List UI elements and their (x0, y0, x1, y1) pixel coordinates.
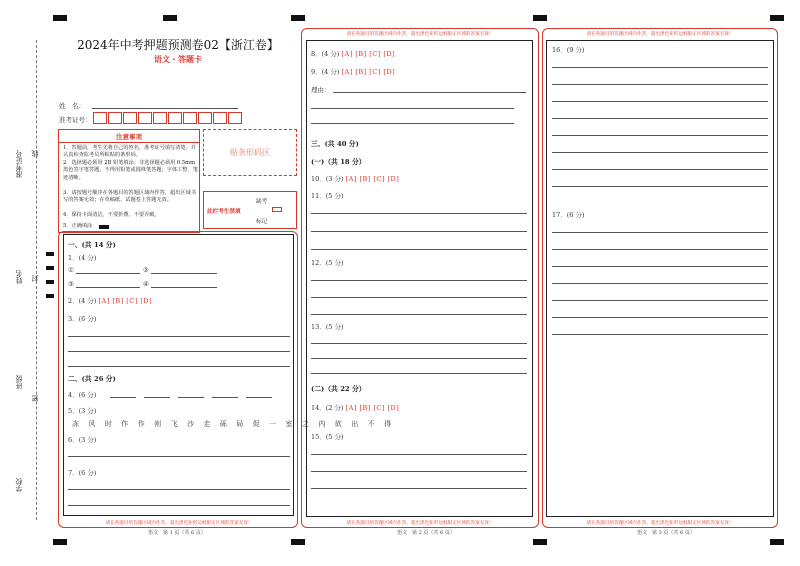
absent-box (203, 191, 297, 229)
q1-blank-3[interactable] (76, 287, 140, 288)
name-label: 姓 名： (59, 102, 85, 110)
q16-line-6[interactable] (552, 152, 768, 153)
q13-line-1[interactable] (311, 343, 527, 344)
q1-blank-2[interactable] (151, 273, 217, 274)
q16-line-7[interactable] (552, 169, 768, 170)
q3-line-1[interactable] (68, 336, 290, 337)
q15-line-2[interactable] (311, 471, 527, 472)
q5-label: 5．(3 分) (68, 407, 97, 415)
side-mark-4 (46, 294, 54, 298)
q1-label: 1．(4 分) (68, 254, 97, 262)
q17-line-7[interactable] (552, 334, 768, 335)
circle-2: ② (143, 266, 149, 274)
q17-label: 17．(6 分) (552, 211, 585, 219)
side-label-seal: 封 (31, 275, 39, 282)
q9-label (311, 67, 395, 76)
notice-item-5: 5．正确填涂 (63, 223, 93, 229)
q4-blank-1[interactable] (110, 397, 136, 398)
side-label-school: 学校 (15, 478, 23, 492)
q1-blank-4[interactable] (151, 287, 217, 288)
q15-label: 15．(5 分) (311, 433, 344, 441)
q10-options[interactable]: [A] [B] [C] [D] (345, 175, 400, 183)
side-label-secret: 密 (31, 395, 39, 402)
section3-heading: 三、(共 40 分) (311, 140, 359, 148)
barcode-label: 贴条形码区 (230, 148, 270, 157)
q11-label: 11．(5 分) (311, 192, 344, 200)
q10-label-text: 10．(3 分) (311, 175, 344, 183)
q16-line-4[interactable] (552, 118, 768, 119)
registration-mark-bottom-1 (53, 539, 67, 545)
page-title: 2024年中考押题预测卷02【浙江卷】 (77, 38, 279, 52)
q13-label: 13．(5 分) (311, 323, 344, 331)
notice-item-2: 2．选择题必须用 2B 铅笔填涂；非选择题必须用 0.5mm 黑色签字笔答题，不得用铅笔或圆珠笔答题；字体工整、笔迹清晰。 (63, 160, 198, 181)
q4-blank-5[interactable] (246, 397, 272, 398)
registration-mark-top-1 (53, 15, 67, 21)
id-digit-box[interactable] (138, 112, 152, 124)
registration-mark-bottom-4 (770, 539, 784, 545)
registration-mark-bottom-3 (533, 539, 547, 545)
q4-blank-2[interactable] (144, 397, 170, 398)
reason-line-1[interactable] (333, 92, 526, 93)
q7-label: 7．(6 分) (68, 469, 97, 477)
page3-number: 语文 第 3 页（共 6 页） (637, 530, 695, 536)
registration-mark-top-3 (291, 15, 305, 21)
q12-label: 12．(5 分) (311, 259, 344, 267)
side-label-class: 班级 (15, 375, 23, 389)
notice-item-1: 1．答题前，考生先将自己的姓名，准考证号填写清楚，并认真检查监考员所粘贴的条形码。 (63, 145, 196, 159)
q9-options[interactable]: [A] [B] [C] [D] (341, 68, 396, 76)
name-field[interactable] (92, 108, 238, 109)
side-mark-1 (46, 252, 54, 256)
circle-3: ③ (68, 280, 74, 288)
page3-answer-frame (546, 40, 774, 517)
q5-sentence[interactable]: 冻 风 时 作 作 则 飞 沙 走 砾 局 促 一 室 之 内 欲 出 不 得 (72, 420, 395, 428)
q17-line-1[interactable] (552, 232, 768, 233)
q6-line-1[interactable] (68, 456, 290, 457)
q8-options[interactable]: [A] [B] [C] [D] (341, 50, 396, 58)
circle-1: ① (68, 266, 74, 274)
q11-line-1[interactable] (311, 213, 527, 214)
id-digit-box[interactable] (108, 112, 122, 124)
q16-line-3[interactable] (552, 101, 768, 102)
q1-blank-1[interactable] (76, 273, 140, 274)
q16-line-8[interactable] (552, 186, 768, 187)
q8-label (311, 49, 395, 58)
q3-line-2[interactable] (68, 351, 290, 352)
registration-mark-bottom-2 (291, 539, 305, 545)
id-digit-box[interactable] (123, 112, 137, 124)
q17-line-5[interactable] (552, 300, 768, 301)
circle-4: ④ (143, 280, 149, 288)
q16-line-1[interactable] (552, 67, 768, 68)
q3-label: 3．(6 分) (68, 315, 97, 323)
q17-line-4[interactable] (552, 283, 768, 284)
q15-line-3[interactable] (311, 488, 527, 489)
page2-footer-note: 请在各题目的答题区域内作答，超出黑色矩形边框限定区域的答案无效！ (346, 521, 494, 526)
page3-top-note: 请在各题目的答题区域内作答，超出黑色矩形边框限定区域的答案无效！ (586, 32, 734, 37)
q15-line-1[interactable] (311, 454, 527, 455)
absent-label: 此栏考生禁填 (207, 209, 241, 215)
q14-label (311, 403, 399, 412)
id-digit-box[interactable] (198, 112, 212, 124)
q17-line-3[interactable] (552, 266, 768, 267)
q2-options[interactable]: [A] [B] [C] [D] (98, 297, 153, 305)
barcode-area (203, 129, 297, 176)
reason-line-2[interactable] (311, 108, 514, 109)
page3-footer-note: 请在各题目的答题区域内作答，超出黑色矩形边框限定区域的答案无效！ (586, 521, 734, 526)
q13-line-3[interactable] (311, 373, 527, 374)
q4-label: 4．(6 分) (68, 391, 97, 399)
q4-blank-4[interactable] (212, 397, 238, 398)
absent-checkbox[interactable] (272, 207, 282, 212)
notice-item-4: 4．保持卡面清洁，不要折叠、不要弄破。 (63, 212, 160, 218)
page2-answer-frame (306, 40, 533, 517)
absent-word-1: 缺考 (256, 199, 268, 205)
id-digit-box[interactable] (213, 112, 227, 124)
side-label-name: 姓名 (15, 270, 23, 284)
side-mark-3 (46, 280, 54, 284)
notice-title: 注意事项 (116, 133, 142, 141)
id-number-boxes[interactable] (93, 112, 243, 124)
q12-line-3[interactable] (311, 314, 527, 315)
side-mark-2 (46, 266, 54, 270)
subsection1-heading: (一)（共 18 分） (311, 158, 366, 166)
q4-blank-3[interactable] (178, 397, 204, 398)
registration-mark-top-5 (770, 15, 784, 21)
q14-options[interactable]: [A] [B] [C] [D] (345, 404, 400, 412)
registration-mark-top-2 (163, 15, 177, 21)
q16-line-2[interactable] (552, 84, 768, 85)
q11-line-2[interactable] (311, 231, 527, 232)
id-label: 准考证号： (59, 116, 92, 124)
section2-heading: 二、(共 26 分) (68, 375, 116, 383)
q12-line-2[interactable] (311, 297, 527, 298)
q8-label-text: 8．(4 分) (311, 50, 340, 58)
side-label-id: 准考证号 (15, 150, 23, 178)
q17-line-6[interactable] (552, 317, 768, 318)
notice-title-rule (59, 142, 199, 143)
id-digit-box[interactable] (153, 112, 167, 124)
page1-footer-note: 请在各题目的答题区域内作答，超出黑色矩形边框限定区域的答案无效！ (105, 521, 253, 526)
q7-line-2[interactable] (68, 505, 290, 506)
id-digit-box[interactable] (93, 112, 107, 124)
absent-word-2: 标记 (256, 219, 268, 225)
q12-line-1[interactable] (311, 280, 527, 281)
q6-label: 6．(3 分) (68, 436, 97, 444)
q16-label: 16．(9 分) (552, 46, 585, 54)
q2-label (68, 296, 152, 305)
q17-line-2[interactable] (552, 249, 768, 250)
q2-label-text: 2．(4 分) (68, 297, 97, 305)
section1-heading: 一、(共 14 分) (68, 241, 116, 249)
reason-label: 理由： (311, 86, 331, 94)
reason-line-3[interactable] (311, 123, 514, 124)
id-digit-box[interactable] (228, 112, 242, 124)
q3-line-3[interactable] (68, 366, 290, 367)
registration-mark-top-4 (533, 15, 547, 21)
subsection2-heading: (二)（共 22 分） (311, 385, 366, 393)
q13-line-2[interactable] (311, 358, 527, 359)
id-digit-box[interactable] (168, 112, 182, 124)
notice-box (58, 129, 200, 233)
page2-top-note: 请在各题目的答题区域内作答，超出黑色矩形边框限定区域的答案无效！ (346, 32, 494, 37)
q14-label-text: 14．(2 分) (311, 404, 344, 412)
q7-line-1[interactable] (68, 489, 290, 490)
q10-label (311, 174, 399, 183)
q9-label-text: 9．(4 分) (311, 68, 340, 76)
q11-line-3[interactable] (311, 249, 527, 250)
page2-number: 语文 第 2 页（共 6 页） (397, 530, 455, 536)
q16-line-5[interactable] (552, 135, 768, 136)
filled-bubble-sample (99, 225, 109, 229)
side-label-line: 线 (31, 150, 39, 157)
notice-item-3: 3．请按题号顺序在各题目的答题区域内作答，超出区域书写的答案无效；在草稿纸、试题卷上答题无效。 (63, 190, 196, 204)
page-subtitle: 语文・答题卡 (154, 54, 202, 64)
id-digit-box[interactable] (183, 112, 197, 124)
page1-number: 语文 第 1 页（共 6 页） (148, 530, 206, 536)
